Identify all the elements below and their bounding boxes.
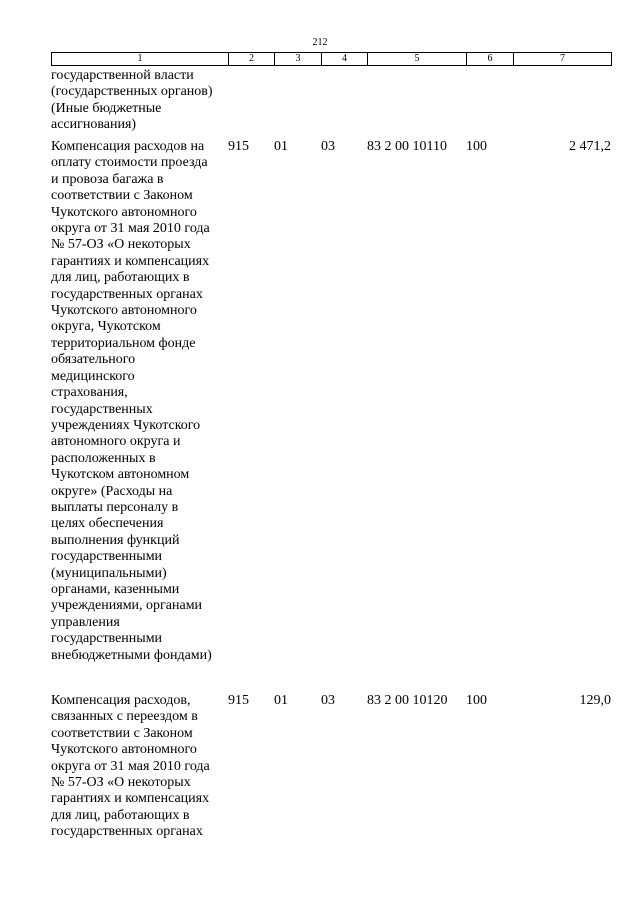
text-line: территориальном фонде [51, 335, 196, 351]
text-line: государственных [51, 401, 153, 417]
text-line: (Иные бюджетные [51, 100, 162, 116]
expense-type-code: 100 [466, 693, 487, 708]
text-line: государственных органах [51, 824, 203, 840]
text-line: учреждениями, органами [51, 598, 203, 614]
text-line: оплату стоимости проезда [51, 155, 208, 171]
text-line: государственных органах [51, 286, 203, 302]
text-line: округе» (Расходы на [51, 483, 173, 499]
text-line: страхования, [51, 385, 128, 401]
amount: 129,0 [579, 693, 611, 708]
text-line: выплаты персоналу в [51, 499, 179, 515]
text-line: обязательного [51, 352, 136, 368]
text-line: расположенных в [51, 450, 156, 466]
amount: 2 471,2 [569, 139, 611, 154]
target-article-code: 83 2 00 10120 [367, 693, 448, 708]
text-line: Чукотского автономного [51, 742, 197, 758]
text-line: медицинского [51, 368, 135, 384]
ministry-code: 915 [228, 139, 249, 154]
row-name [51, 693, 231, 841]
header-col-6: 6 [467, 53, 514, 66]
section-code: 01 [274, 139, 288, 154]
text-line: Компенсация расходов, [51, 693, 191, 708]
text-line: округа от 31 мая 2010 года [51, 221, 210, 237]
ministry-code: 915 [228, 693, 249, 708]
text-line: (государственных органов) [51, 84, 213, 100]
continuation-text [51, 68, 231, 134]
text-line: государственными [51, 631, 163, 647]
text-line: Чукотском автономном [51, 467, 190, 483]
text-line: № 57-ОЗ «О некоторых [51, 775, 191, 791]
text-line: учреждениях Чукотского [51, 417, 201, 433]
text-line: соответствии с Законом [51, 188, 193, 204]
header-col-2: 2 [229, 53, 275, 66]
text-line: Компенсация расходов на [51, 139, 205, 154]
text-line: округа от 31 мая 2010 года [51, 758, 210, 774]
target-article-code: 83 2 00 10110 [367, 139, 447, 154]
text-line: внебюджетными фондами) [51, 647, 212, 663]
header-col-7: 7 [514, 53, 612, 66]
table-header [51, 52, 612, 66]
header-col-5: 5 [368, 53, 467, 66]
header-col-3: 3 [275, 53, 322, 66]
text-line: выполнения функций [51, 532, 180, 548]
expense-type-code: 100 [466, 139, 487, 154]
text-line: связанных с переездом в [51, 709, 198, 725]
text-line: Чукотского автономного [51, 303, 197, 319]
text-line: автономного округа и [51, 434, 181, 450]
text-line: гарантиях и компенсациях [51, 791, 210, 807]
text-line: округа, Чукотском [51, 319, 161, 335]
text-line: Чукотского автономного [51, 204, 197, 220]
subsection-code: 03 [321, 693, 335, 708]
text-line: органами, казенными [51, 581, 180, 597]
text-line: управления [51, 614, 120, 630]
text-line: гарантиях и компенсациях [51, 253, 210, 269]
text-line: государственными [51, 549, 163, 565]
text-line: ассигнования) [51, 117, 137, 133]
text-line: для лиц, работающих в [51, 807, 190, 823]
text-line: соответствии с Законом [51, 725, 193, 741]
subsection-code: 03 [321, 139, 335, 154]
text-line: и провоза багажа в [51, 171, 164, 187]
text-line: целях обеспечения [51, 516, 164, 532]
header-col-1: 1 [52, 53, 229, 66]
text-line: для лиц, работающих в [51, 270, 190, 286]
page-number: 212 [312, 37, 328, 48]
text-line: (муниципальными) [51, 565, 167, 581]
section-code: 01 [274, 693, 288, 708]
text-line: государственной власти [51, 68, 194, 83]
row-name [51, 139, 231, 664]
header-col-4: 4 [322, 53, 368, 66]
text-line: № 57-ОЗ «О некоторых [51, 237, 191, 253]
